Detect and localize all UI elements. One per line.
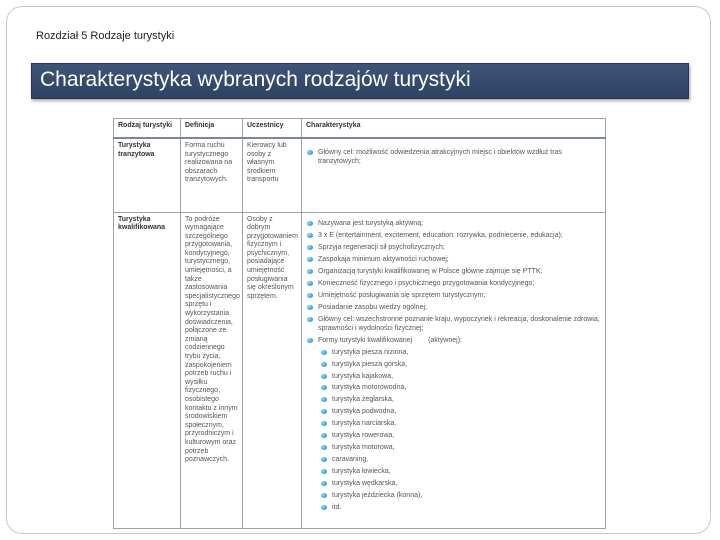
list-item: Organizacją turystyki kwalifikowanej w Polsce główne zajmuje się PTTK; — [306, 268, 601, 277]
list-item: Zaspokaja minimum aktywności ruchowej; — [306, 256, 601, 265]
bullet-icon — [307, 281, 313, 286]
list-item: turystyka narciarska, — [318, 420, 601, 429]
bullet-icon — [307, 221, 313, 226]
list-item: 3 x E (entertainment, excitement, education: rozrywka, podniecenie, edukacja); — [306, 232, 601, 241]
list-item: turystyka piesza nizinna, — [318, 349, 601, 358]
cell-participants: Kierowcy lub osoby z własnym środkiem transportu — [243, 138, 302, 212]
bullet-icon — [307, 293, 313, 298]
cell-type: Turystyka kwalifikowana — [114, 212, 181, 528]
table-row — [114, 138, 606, 212]
list-item: turystyka żeglarska, — [318, 396, 601, 405]
bullet-icon — [321, 409, 327, 414]
list-item: itd. — [318, 504, 601, 513]
characteristics-list — [306, 149, 601, 166]
forms-note: (aktywnej): — [428, 336, 462, 344]
table-header-row — [114, 119, 606, 139]
list-item: turystyka motorowa, — [318, 444, 601, 453]
bullet-icon — [307, 338, 313, 343]
bullet-icon — [321, 374, 327, 379]
bullet-icon — [321, 350, 327, 355]
cell-characteristics — [302, 212, 606, 528]
header-type: Rodzaj turystyki — [114, 119, 181, 139]
bullet-icon — [321, 385, 327, 390]
bullet-icon — [321, 481, 327, 486]
bullet-icon — [307, 150, 313, 155]
header-characteristics: Charakterystyka — [302, 119, 606, 139]
list-item: turystyka kajakowa, — [318, 373, 601, 382]
list-item: turystyka łowiecka, — [318, 468, 601, 477]
list-item: Umiejętność posługiwania się sprzętem turystycznym; — [306, 292, 601, 301]
list-item: caravaning, — [318, 456, 601, 465]
bullet-icon — [321, 397, 327, 402]
list-item: turystyka wędkarska, — [318, 480, 601, 489]
chapter-label: Rozdział 5 Rodzaje turystyki — [36, 30, 175, 42]
cell-type: Turystyka tranzytowa — [114, 138, 181, 212]
bullet-icon — [307, 233, 313, 238]
bullet-icon — [321, 362, 327, 367]
list-item: Konieczność fizycznego i psychicznego przygotowania kondycyjnego; — [306, 280, 601, 289]
list-item — [306, 337, 601, 513]
header-participants: Uczestnicy — [243, 119, 302, 139]
header-definition: Definicja — [181, 119, 243, 139]
table-row — [114, 212, 606, 528]
cell-participants: Osoby z dobrym przygotowaniem fizycznym i psychicznym, posiadające umiejętność posługiwania się określonym sprzętem. — [243, 212, 302, 528]
list-item: turystyka piesza górska, — [318, 361, 601, 370]
bullet-icon — [307, 245, 313, 250]
list-item: turystyka jeździecka (konna), — [318, 492, 601, 501]
bullet-icon — [321, 493, 327, 498]
bullet-icon — [307, 317, 313, 322]
forms-label: Formy turystyki kwalifikowanej — [318, 336, 413, 344]
characteristics-list — [306, 220, 601, 513]
bullet-icon — [321, 505, 327, 510]
tourism-types-table — [113, 118, 606, 529]
list-item: turystyka podwodna, — [318, 408, 601, 417]
list-item: Główny cel: wszechstronne poznanie kraju, wypoczynek i rekreacja, doskonalenie zdrowia, sprawności i wydolności fizycznej; — [306, 316, 601, 333]
bullet-icon — [321, 445, 327, 450]
forms-list — [318, 349, 601, 513]
list-item: Posiadanie zasobu wiedzy ogólnej; — [306, 304, 601, 313]
list-item: Sprzyja regeneracji sił psychofizycznych; — [306, 244, 601, 253]
bullet-icon — [307, 269, 313, 274]
bullet-icon — [307, 305, 313, 310]
bullet-icon — [321, 433, 327, 438]
slide-title: Charakterystyka wybranych rodzajów turystyki — [40, 68, 471, 91]
bullet-icon — [321, 421, 327, 426]
bullet-icon — [321, 469, 327, 474]
list-item: Główny cel: możliwość odwiedzenia atrakcyjnych miejsc i obiektów wzdłuż tras tranzytowych; — [306, 149, 601, 166]
title-bar — [31, 63, 689, 99]
cell-definition: Forma ruchu turystycznego realizowana na obszarach tranzytowych. — [181, 138, 243, 212]
bullet-icon — [321, 457, 327, 462]
cell-definition: To podróże wymagające szczególnego przygotowania, kondycyjnego, turystycznego, umiejętności, a także zastosowania specjalistycznego sprzętu i wykorzystania doświadczenia, połączone ze zmianą codziennego trybu życia, zaspokojeniem potrzeb ruchu i wysiłku fizycznego, osobistego kontaktu z innym środowiskiem społecznym, przyrodniczym i kulturowym oraz potrzeb poznawczych. — [181, 212, 243, 528]
list-item: Nazywana jest turystyką aktywną; — [306, 220, 601, 229]
list-item: turystyka rowerowa, — [318, 432, 601, 441]
list-item: turystyka motorowodna, — [318, 384, 601, 393]
bullet-icon — [307, 257, 313, 262]
cell-characteristics — [302, 138, 606, 212]
